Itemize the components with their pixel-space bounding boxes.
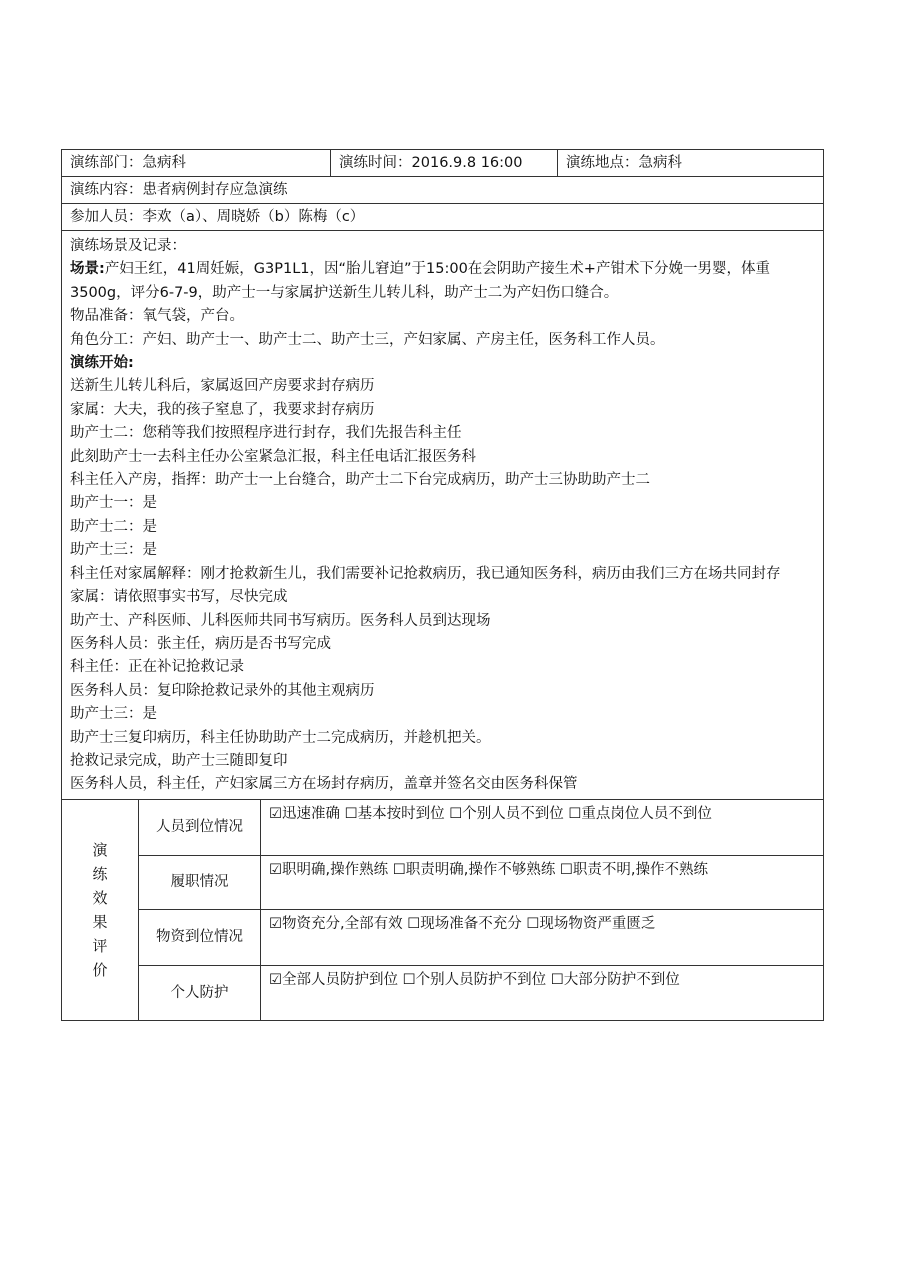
scene-row	[62, 231, 824, 800]
participants-cell: 参加人员：李欢（a）、周晓娇（b）陈梅（c）	[62, 204, 824, 231]
script-line: 助产士三：是	[70, 706, 157, 723]
scene-heading: 演练场景及记录：	[70, 238, 186, 254]
eval-row	[62, 909, 824, 965]
scene-description	[70, 258, 815, 305]
script-line: 抢救记录完成，助产士三随即复印	[70, 752, 288, 769]
eval-side-label	[62, 799, 139, 1020]
script-line: 助产士三复印病历，科主任协助助产士二完成病历，并趁机把关。	[70, 729, 491, 746]
department-cell: 演练部门：急病科	[62, 150, 331, 177]
eval-label: 履职情况	[139, 855, 261, 909]
drill-record-form	[61, 149, 823, 1021]
eval-options: ☑职明确,操作熟练 ☐职责明确,操作不够熟练 ☐职责不明,操作不熟练	[261, 855, 824, 909]
script-line: 送新生儿转儿科后，家属返回产房要求封存病历	[70, 378, 375, 395]
form-table	[61, 149, 824, 1021]
side-label-char: 效	[92, 888, 108, 907]
scene-cell	[62, 231, 824, 800]
supplies-line: 物品准备：氧气袋，产台。	[70, 308, 244, 325]
eval-label: 物资到位情况	[139, 909, 261, 965]
header-row	[62, 150, 824, 177]
content-row	[62, 177, 824, 204]
drill-script	[70, 375, 815, 796]
eval-row	[62, 855, 824, 909]
side-label-char: 演	[92, 840, 108, 859]
side-label-char: 价	[92, 960, 108, 979]
eval-options: ☑物资充分,全部有效 ☐现场准备不充分 ☐现场物资严重匮乏	[261, 909, 824, 965]
eval-row	[62, 965, 824, 1020]
script-line: 助产士一：是	[70, 495, 157, 512]
script-line: 助产士三：是	[70, 542, 157, 559]
script-line: 科主任入产房，指挥：助产士一上台缝合，助产士二下台完成病历，助产士三协助助产士二	[70, 472, 650, 489]
eval-options: ☑全部人员防护到位 ☐个别人员防护不到位 ☐大部分防护不到位	[261, 965, 824, 1020]
eval-label: 人员到位情况	[139, 799, 261, 855]
side-label-char: 练	[92, 864, 108, 883]
side-label-char: 评	[92, 936, 108, 955]
scene-text: 产妇王红，41周妊娠，G3P1L1，因“胎儿窘迫”于15:00在会阴助产接生术+产钳术下分娩一男婴，体重3500g，评分6-7-9，助产士一与家属护送新生儿转儿科，助产士二为产妇伤口缝合。	[70, 261, 770, 301]
script-line: 助产士、产科医师、儿科医师共同书写病历。医务科人员到达现场	[70, 612, 491, 629]
script-line: 医务科人员：张主任，病历是否书写完成	[70, 635, 331, 652]
eval-row	[62, 799, 824, 855]
eval-label: 个人防护	[139, 965, 261, 1020]
script-line: 科主任对家属解释：刚才抢救新生儿，我们需要补记抢救病历，我已通知医务科，病历由我们三方在场共同封存	[70, 565, 781, 582]
eval-options: ☑迅速准确 ☐基本按时到位 ☐个别人员不到位 ☐重点岗位人员不到位	[261, 799, 824, 855]
side-label-char: 果	[92, 912, 108, 931]
location-cell: 演练地点：急病科	[558, 150, 824, 177]
script-line: 助产士二：您稍等我们按照程序进行封存，我们先报告科主任	[70, 425, 462, 442]
content-cell: 演练内容：患者病例封存应急演练	[62, 177, 824, 204]
script-line: 科主任：正在补记抢救记录	[70, 659, 244, 676]
time-cell: 演练时间：2016.9.8 16:00	[331, 150, 558, 177]
script-line: 医务科人员，科主任，产妇家属三方在场封存病历，盖章并签名交由医务科保管	[70, 776, 578, 793]
roles-line: 角色分工：产妇、助产士一、助产士二、助产士三，产妇家属、产房主任，医务科工作人员。	[70, 331, 665, 348]
start-label: 演练开始:	[70, 355, 134, 372]
script-line: 医务科人员：复印除抢救记录外的其他主观病历	[70, 682, 375, 699]
script-line: 家属：请依照事实书写，尽快完成	[70, 589, 288, 606]
script-line: 助产士二：是	[70, 518, 157, 535]
script-line: 此刻助产士一去科主任办公室紧急汇报，科主任电话汇报医务科	[70, 448, 476, 465]
participants-row	[62, 204, 824, 231]
script-line: 家属：大夫，我的孩子窒息了，我要求封存病历	[70, 401, 375, 418]
scene-label: 场景:	[70, 261, 105, 278]
